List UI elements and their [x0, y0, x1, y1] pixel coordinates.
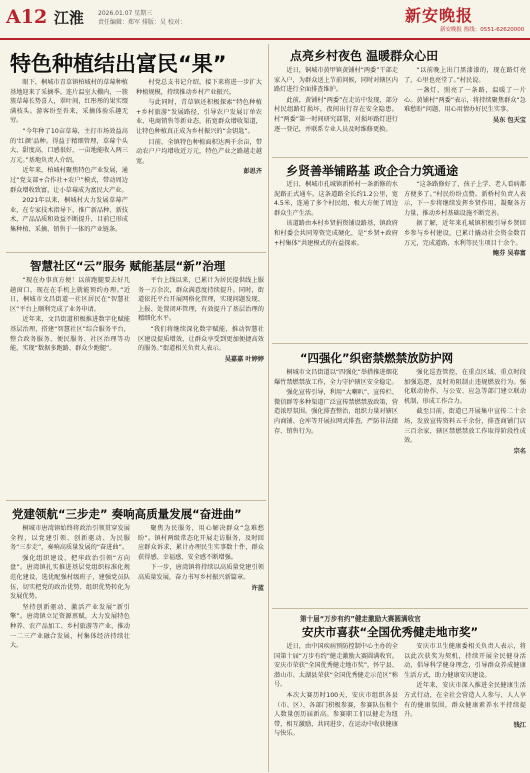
story3-byline: 鲍芬 吴春富	[492, 250, 526, 258]
story3-col1: 近日，桐城市孔城镇新桥村一条新修的水泥路正式通车。这条道路全长约1.2公里，宽4.5米，连通了多个村民组，极大方便了周边群众生产生活。 该道路由本村乡贤捐资铺设路基，镇政府和村委会共同筹资完成硬化，是“乡贤+政府+村集体”共建模式的有益探索。	[274, 181, 398, 247]
story-divider	[272, 343, 528, 344]
masthead-meta	[98, 9, 186, 27]
story2-byline: 吴东 包天宝	[492, 116, 526, 124]
story4-byline: 吴嘉嘉 叶婷婷	[224, 355, 264, 363]
newspaper-logo: 新安晚报	[405, 6, 474, 25]
editor-credits: 责任编辑：郑军 排版：吴 校对：	[98, 19, 186, 26]
column-divider	[268, 44, 269, 772]
story4-headline: 智慧社区“云”服务 赋能基层“新”治理	[30, 259, 226, 273]
story5-col2: 强化巡查管控，在重点区域、重点时段加强巡逻，及时劝阻制止违规燃放行为。强化联动协作，与公安、应急等部门建立联动机制，形成工作合力。 截至目前，街道已开展集中宣传二十余场，发放宣传资料五千余份，排查商铺门店三百余家，辖区禁燃禁放工作取得阶段性成效。 宗名	[404, 369, 526, 455]
story5-byline: 宗名	[513, 447, 526, 455]
story6-headline: 党建领航“三步走” 奏响高质量发展“奋进曲”	[12, 507, 242, 521]
lead-article-col1: 眼下，桐城市青草镇柏城村的草莓种植基地迎来了采摘季。连片温室大棚内，一簇簇草莓长势喜人，翠叶间，红彤彤的果实缀满枝头。游客纷至沓来，采摘体验乐趣无穷。 “今年种了10亩草莓，主打市场效益高的‘红颜’品种。得益于精细管理，草莓个头大、甜度高，口感很好，一亩地能收入两三万元。”基地负责人介绍。 近年来，柏城村聚焦特色产业发展，通过“党支部+合作社+农户”模式，带动周边群众增收致富，让小草莓成为富民大产业。 2021年以来，桐城村大力发展草莓产业，在专家技术指导下，推广新品种、新技术，产品品质和效益不断提升，目前已形成集种植、采摘、销售于一体的产业链条。	[10, 79, 128, 233]
story5-col1: 桐城市文昌街道以“四强化”举措推进烟花爆竹禁燃禁放工作，全力守护辖区安全稳定。 强化宣传引导，利用“大喇叭”、宣传栏、微信群等多种渠道广泛宣传禁燃禁放政策，营造浓厚氛围。强化排查整治，组织力量对辖区内商铺、仓库等开展拉网式排查，严防非法储存、销售行为。	[274, 369, 398, 435]
story-divider	[272, 608, 528, 609]
story-divider	[6, 500, 266, 501]
story-divider	[6, 252, 266, 253]
story3-headline: 乡贤善举铺路基 政企合力筑通途	[286, 164, 459, 178]
story7-col2: 安庆市卫生健康委相关负责人表示，将以此次获奖为契机，持续开展全民健身活动，倡导科学健身理念，引导群众养成健康生活方式，助力健康安庆建设。 近年来，安庆市深入推进全民健康生活方式行动，在全社会营造人人参与、人人享有的健康氛围，群众健康素养水平持续提升。 钱江	[404, 643, 526, 729]
issue-date: 2026.01.07 星期三	[98, 10, 153, 17]
story4-col1: “现在办事真方便！以前跑腿要去好几趟窗口，现在在手机上就能预约办理。”近日，桐城市文昌街道一社区居民在“智慧社区”平台上顺利完成了业务申请。 近年来，文昌街道积极推进数字化赋能基层治理，搭建“智慧社区”综合服务平台，整合政务服务、便民服务、社区治理等功能，实现“数据多跑路、群众少跑腿”。	[10, 277, 130, 353]
story4-col2: 平台上线以来，已累计为居民提供线上服务一万余次，群众满意度持续提升。同时，街道依托平台开展网格化管理，实现问题发现、上报、处置闭环管理，有效提升了基层治理的精细化水平。 “我们将继续深化数字赋能，推动智慧社区建设提质增效，让群众享受到更加便捷高效的服务。”街道相关负责人表示。 吴嘉嘉 叶婷婷	[138, 277, 264, 363]
lead-article-col2: 村党总支书记介绍，接下来将进一步扩大种植规模，持续推动乡村产业振兴。 与此同时，青草镇还积极探索“特色种植+乡村旅游”发展路径，引导农户发展订单农业、电商销售等新业态，拓宽群众增收渠道，让特色种植真正成为乡村振兴的“金钥匙”。 目前，全镇特色种植面积达两千余亩，带动农户户均增收近万元，特色产业之路越走越宽。 彭思齐	[136, 79, 262, 176]
story5-headline: “四强化”织密禁燃禁放防护网	[300, 351, 454, 365]
story2-col2: “以前晚上出门黑漆漆的，现在路灯亮了，心里也亮堂了。”村民说。 一盏灯，照亮了一条路，温暖了一片心。黄铺村“两委”表示，将持续聚焦群众“急难愁盼”问题，用心用情办好民生实事。 吴东 包天宝	[404, 67, 526, 124]
story-divider	[272, 157, 528, 158]
masthead	[0, 0, 530, 40]
page-number: A12 江淮	[6, 6, 84, 28]
newspaper-hotline: 新安晚报 热线：0551-62620000	[440, 27, 525, 33]
lead-byline: 彭思齐	[243, 168, 262, 176]
story7-kicker: 第十届“万步有约”健走激励大赛圆满收官	[300, 615, 421, 623]
story3-col2: “这条路修好了，孩子上学、老人看病都方便多了。”村民纷纷点赞。新桥村负责人表示，下一步将继续发挥乡贤作用，凝聚各方力量，推动乡村基础设施不断完善。 据了解，近年来孔城镇积极引导乡贤回乡参与乡村建设，已累计撬动社会资金数百万元，完成道路、水利等民生项目十余个。 鲍芬 吴春富	[404, 181, 526, 258]
story6-col1: 桐城市唐湾镇始终将政治引领贯穿发展全程，以党建引领、创新驱动、为民服务“三步走”，奏响高质量发展的“奋进曲”。 强化组织建设，把牢政治引领“方向盘”。唐湾镇扎实推进基层党组织标准化规范化建设，选优配强村级班子，建强党员队伍，切实把党的政治优势、组织优势转化为发展优势。 坚持创新驱动，激活产业发展“新引擎”。唐湾镇立足资源禀赋，大力发展特色种养、农产品加工、乡村旅游等产业，推动一二三产业融合发展，村集体经济持续壮大。	[10, 525, 130, 650]
story2-col1: 近日，铜城市黄甲镇黄铺村“两委”干部走家入户，为群众送上节前问候，同时对辖区内路灯进行全面排查维护。 此前，黄铺村“两委”在走访中发现，部分村民组路灯损坏，夜间出行存在安全隐患。村“两委”第一时间研究部署，对损坏路灯进行逐一登记，并联系专业人员及时维修更换。	[274, 67, 398, 133]
story7-byline: 钱江	[513, 721, 526, 729]
story7-col1: 近日，由中国疾病预防控制中心主办的全国第十届“万步有约”健走激励大赛圆满收官。安庆市荣获“全国优秀健走地市奖”，怀宁县、潜山市、太湖县荣获“全国优秀健走示范区”称号。 本次大赛历时100天，安庆市组织各县（市、区）、各部门积极参赛，参赛队伍和个人数量创历届新高。参赛职工们以健走为纽带，相互激励、共同进步，在运动中收获健康与快乐。	[274, 643, 398, 738]
story2-headline: 点亮乡村夜色 温暖群众心田	[290, 49, 439, 63]
section-name: 江淮	[53, 9, 84, 27]
story6-col2: 聚焦为民服务，用心解决群众“急难愁盼”。镇村两级常态化开展走访服务，及时回应群众诉求，累计办理民生实事数十件，群众获得感、幸福感、安全感不断增强。 下一步，唐湾镇将持续以高质量党建引领高质量发展，奋力书写乡村振兴新篇章。 许蓝	[138, 525, 264, 592]
story7-headline: 安庆市喜获“全国优秀健走地市奖”	[302, 625, 479, 639]
lead-headline: 特色种植结出富民“果”	[10, 52, 227, 76]
story6-byline: 许蓝	[251, 584, 264, 592]
